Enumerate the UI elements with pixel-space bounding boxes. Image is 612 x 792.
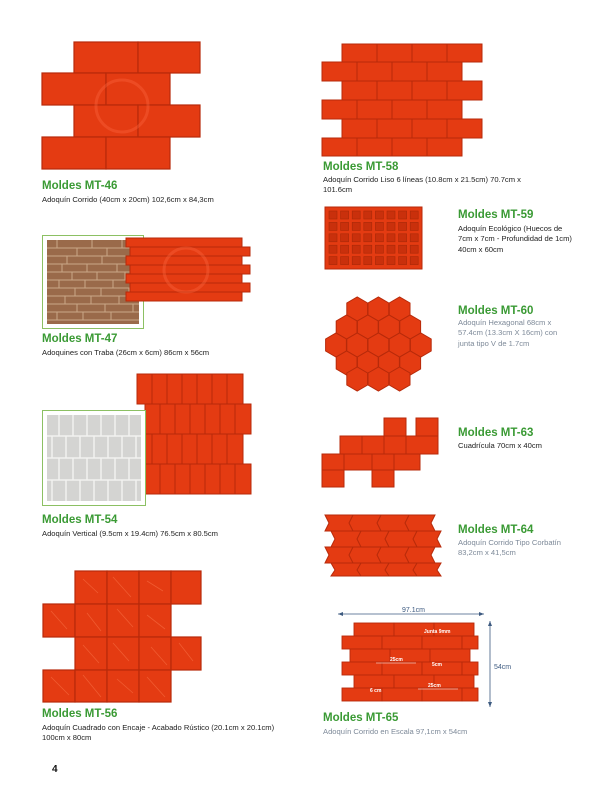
product-title: Moldes MT-47 (42, 333, 118, 345)
mt46-mold-image (42, 42, 202, 170)
mold-hole (410, 211, 418, 219)
mt59-mold-image (325, 207, 422, 269)
mold-hole (399, 222, 407, 230)
mold-hole (410, 257, 418, 265)
mt63-mold-image (322, 418, 440, 488)
page-number: 4 (52, 764, 58, 775)
product-title: Moldes MT-58 (323, 161, 399, 173)
product-description: Adoquín Cuadrado con Encaje - Acabado Rústico (20.1cm x 20.1cm) 100cm x 80cm (42, 723, 275, 743)
brick-length-label: 25cm (390, 657, 403, 663)
mold-hole (352, 222, 360, 230)
product-title: Moldes MT-65 (323, 712, 399, 724)
mold-hole (364, 257, 372, 265)
mt54-sample-photo (42, 410, 146, 506)
mold-hole (341, 222, 349, 230)
mt47-mold-image (126, 238, 252, 308)
mold-hole (375, 245, 383, 253)
mold-hole (387, 234, 395, 242)
product-title: Moldes MT-59 (458, 209, 534, 221)
mold-hole (399, 257, 407, 265)
mt58-mold-image (322, 44, 484, 157)
mold-hole (329, 234, 337, 242)
product-description: Adoquín Hexagonal 68cm x 57.4cm (13.3cm X 16cm) con junta tipo V de 1.7cm (458, 318, 558, 348)
mold-hole (387, 211, 395, 219)
mold-hole (387, 257, 395, 265)
mold-hole (375, 222, 383, 230)
mt65-mold-diagram (336, 605, 516, 715)
width-dimension-label: 97.1cm (402, 607, 425, 614)
mold-hole (352, 245, 360, 253)
mold-hole (410, 222, 418, 230)
mold-hole (410, 234, 418, 242)
mold-hole (387, 245, 395, 253)
mold-hole (375, 234, 383, 242)
brick-length-label-2: 25cm (428, 683, 441, 689)
product-title: Moldes MT-46 (42, 180, 118, 192)
mold-hole (364, 222, 372, 230)
mt56-mold-image (43, 571, 203, 703)
mold-hole (329, 222, 337, 230)
mold-hole (387, 222, 395, 230)
mold-hole (399, 245, 407, 253)
mold-hole (364, 234, 372, 242)
mold-hole (329, 245, 337, 253)
mt60-mold-image (322, 295, 438, 391)
product-description: Cuadrícula 70cm x 40cm (458, 441, 542, 450)
product-title: Moldes MT-60 (458, 305, 534, 317)
mold-hole (399, 234, 407, 242)
product-description: Adoquines con Traba (26cm x 6cm) 86cm x 56cm (42, 348, 210, 357)
mold-hole (375, 257, 383, 265)
mold-hole (352, 211, 360, 219)
mold-hole (375, 211, 383, 219)
mold-hole (341, 245, 349, 253)
mold-hole (341, 211, 349, 219)
product-description: Adoquín Ecológico (Huecos de 7cm x 7cm - Profundidad de 1cm) 40cm x 60cm (458, 224, 572, 254)
mt54-mold-image (137, 374, 253, 494)
mold-hole (364, 211, 372, 219)
product-title: Moldes MT-54 (42, 514, 118, 526)
product-description: Adoquín Corrido Liso 6 líneas (10.8cm x 21.5cm) 70.7cm x 101.6cm (323, 175, 521, 195)
mold-hole (352, 257, 360, 265)
mold-hole (329, 257, 337, 265)
mold-hole (410, 245, 418, 253)
product-description: Adoquín Vertical (9.5cm x 19.4cm) 76.5cm x 80.5cm (42, 529, 218, 538)
brick-offset-label: 5cm (432, 662, 443, 668)
height-dimension-label: 54cm (494, 664, 512, 671)
mold-hole (329, 211, 337, 219)
mold-hole (341, 234, 349, 242)
brick-height-label: 6 cm (370, 688, 382, 694)
mold-hole (352, 234, 360, 242)
mold-hole (399, 211, 407, 219)
mt64-mold-image (325, 515, 441, 577)
junta-label: Junta 9mm (424, 629, 451, 635)
product-title: Moldes MT-56 (42, 708, 118, 720)
product-title: Moldes MT-64 (458, 524, 534, 536)
product-description: Adoquín Corrido en Escala 97,1cm x 54cm (323, 727, 468, 736)
product-title: Moldes MT-63 (458, 427, 534, 439)
product-description: Adoquín Corrido (40cm x 20cm) 102,6cm x 84,3cm (42, 195, 214, 204)
mold-hole (341, 257, 349, 265)
mold-hole (364, 245, 372, 253)
product-description: Adoquín Corrido Tipo Corbatín 83,2cm x 41,5cm (458, 538, 561, 558)
